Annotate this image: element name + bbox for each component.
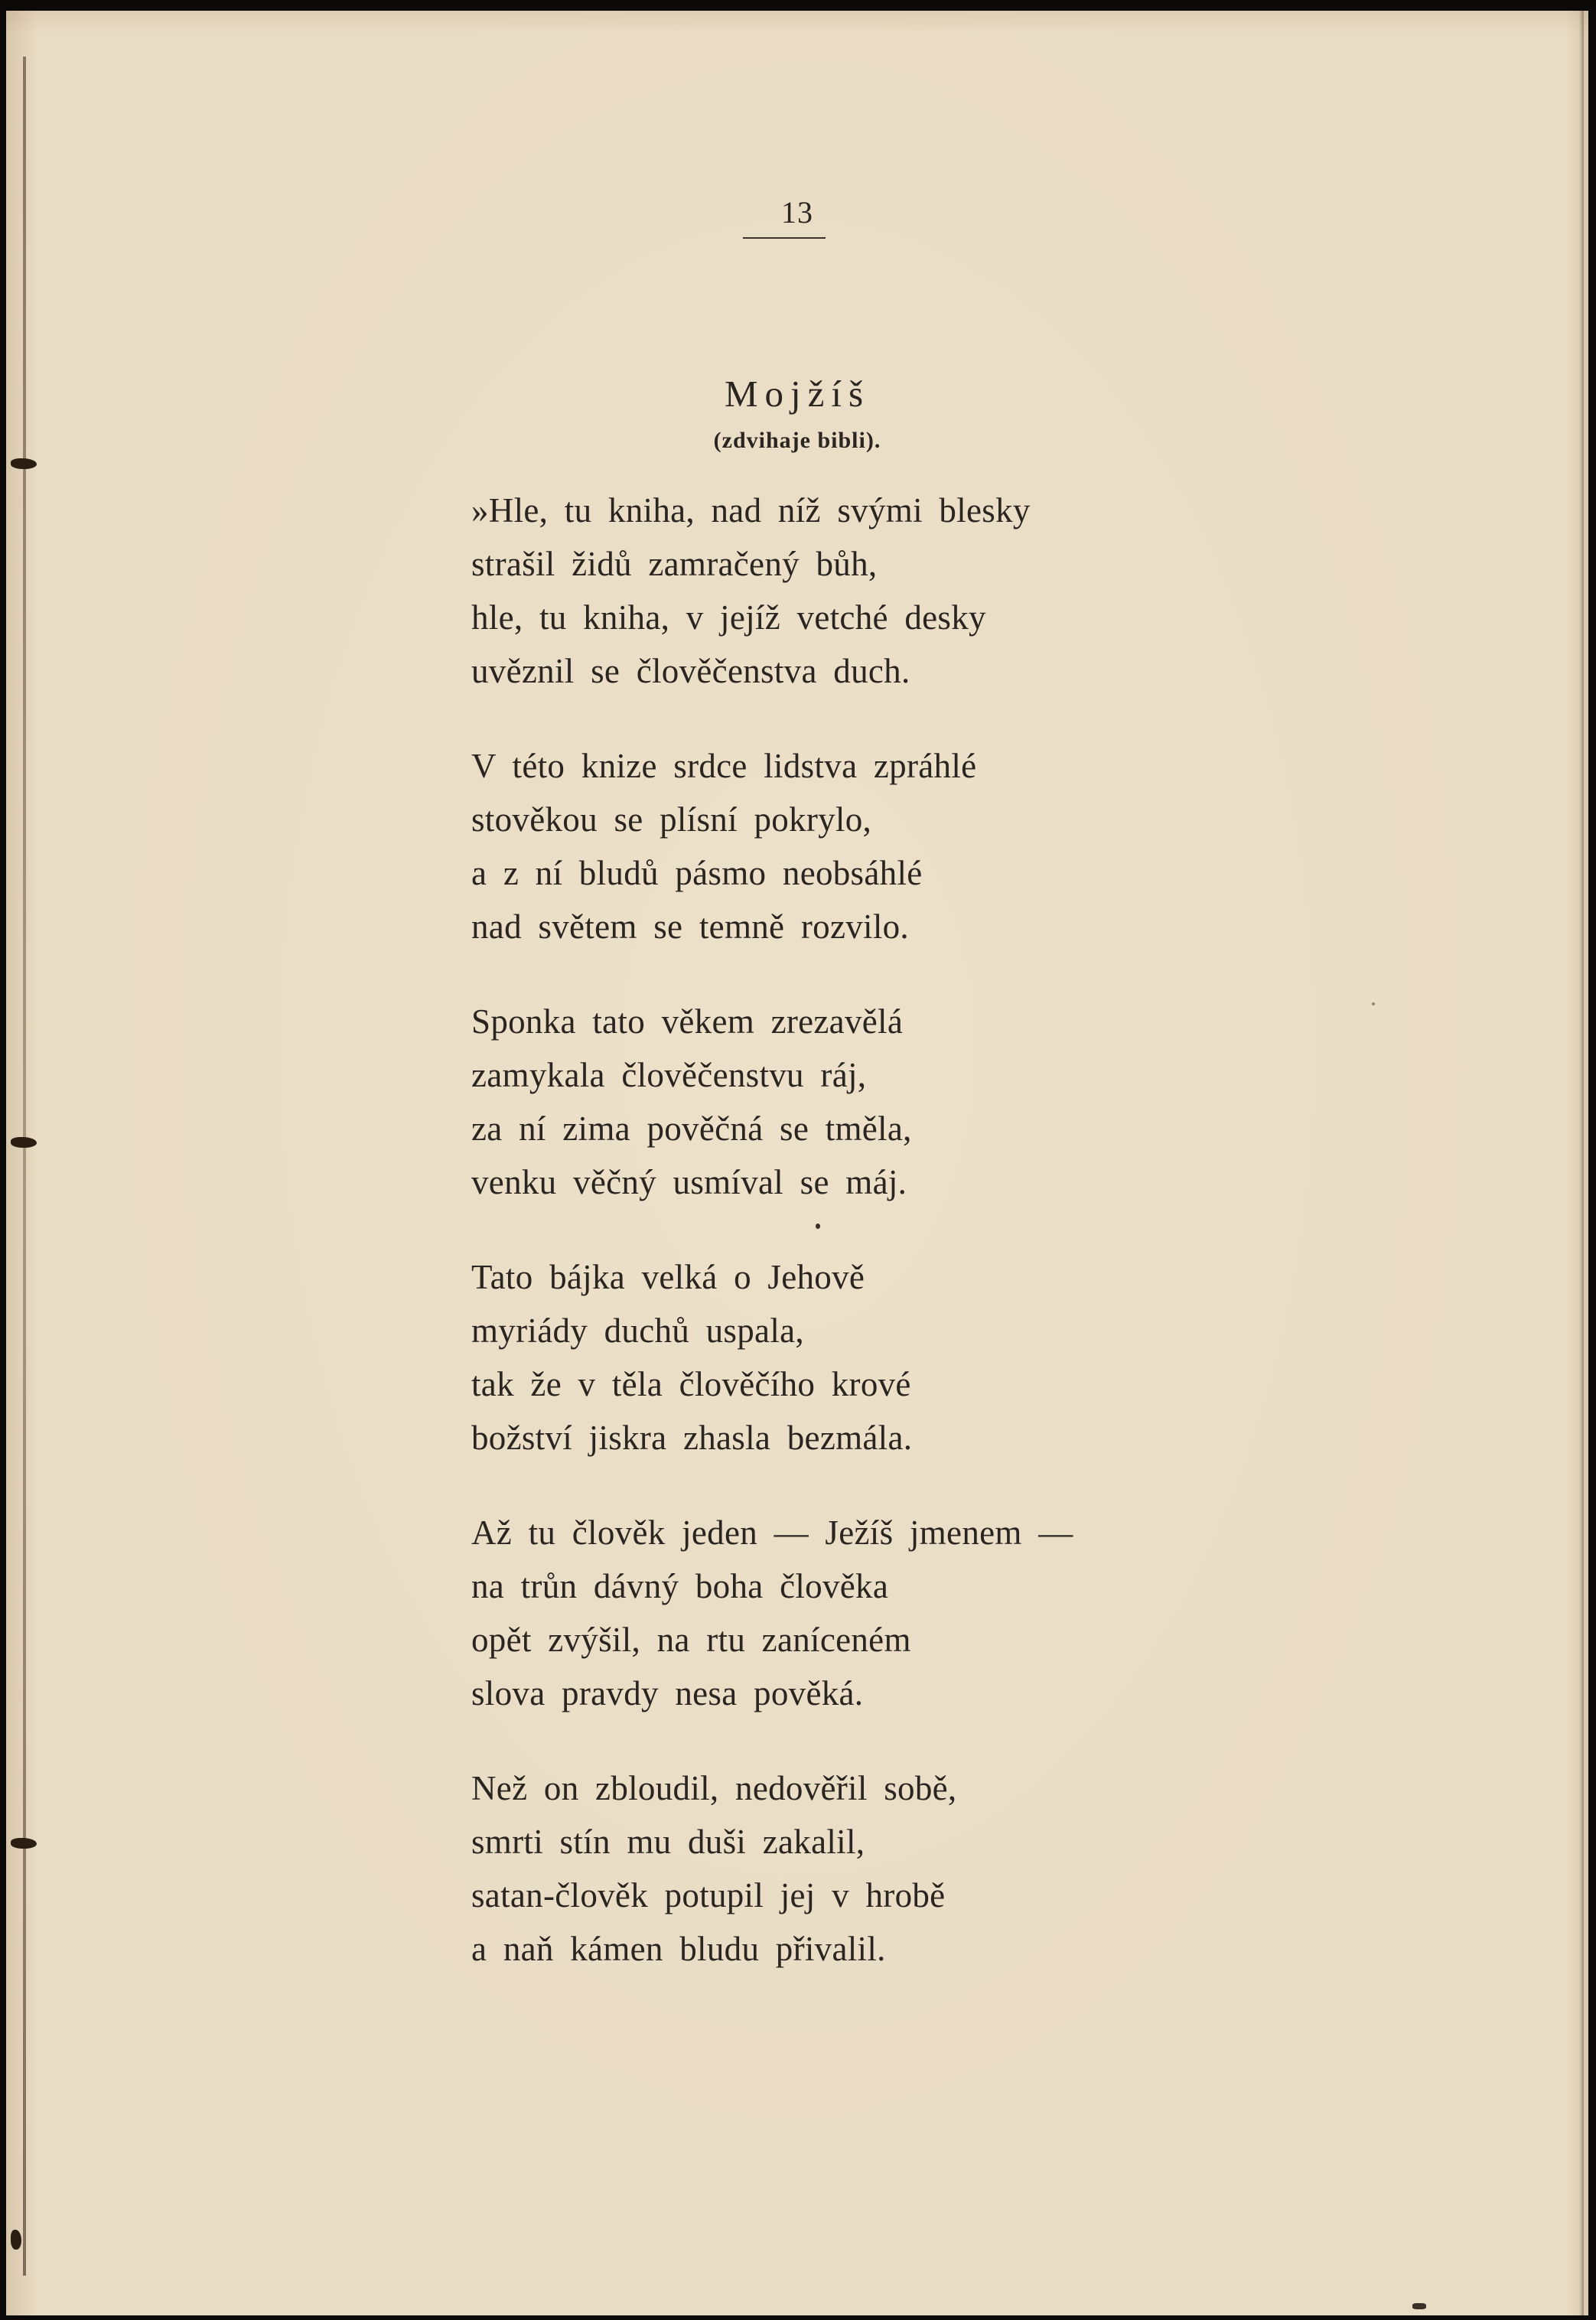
verse-line: stověkou se plísní pokrylo, (471, 800, 872, 839)
verse-line: zamykala člověčenstvu ráj, (471, 1056, 867, 1094)
page-number: 13 (781, 195, 813, 230)
verse-line: venku věčný usmíval se máj. (471, 1163, 907, 1201)
verse-line: Než on zbloudil, nedověřil sobě, (471, 1769, 957, 1807)
verse-line: smrti stín mu duši zakalil, (471, 1823, 865, 1861)
stanza (471, 1250, 1236, 1465)
stanza (471, 484, 1236, 698)
verse-line: slova pravdy nesa pověká. (471, 1674, 864, 1712)
verse-line: a z ní bludů pásmo neobsáhlé (471, 854, 923, 892)
verse-line: Sponka tato věkem zrezavělá (471, 1002, 904, 1041)
poem-subtitle: (zdvihaje bibli). (713, 428, 881, 453)
verse-line: »Hle, tu kniha, nad níž svými blesky (471, 491, 1031, 529)
verse-line: satan-člověk potupil jej v hrobě (471, 1876, 946, 1914)
ink-speck (816, 1224, 820, 1229)
verse-line: na trůn dávný boha člověka (471, 1567, 889, 1605)
verse-line: božství jiskra zhasla bezmála. (471, 1419, 913, 1457)
stanza (471, 739, 1236, 953)
verse-line: nad světem se temně rozvilo. (471, 907, 909, 946)
poem-title: Mojžíš (724, 373, 871, 415)
verse-line: Až tu člověk jeden — Ježíš jmenem — (471, 1514, 1073, 1552)
binding-stitch (11, 1838, 37, 1849)
page-number-rule (743, 237, 826, 239)
verse-line: a naň kámen bludu přivalil. (471, 1930, 886, 1968)
verse-line: V této knize srdce lidstva zpráhlé (471, 747, 977, 785)
binding-stitch (11, 458, 37, 469)
verse-line: tak že v těla člověčího krové (471, 1365, 911, 1403)
ink-speck (1412, 2303, 1426, 2309)
binding-stitch (11, 2230, 21, 2250)
binding-stitch (11, 1137, 37, 1148)
stanza (471, 1506, 1236, 1720)
poem-body (471, 484, 1236, 2017)
page-edge-shadow (1579, 11, 1584, 2315)
verse-line: uvěznil se člověčenstva duch. (471, 652, 910, 690)
verse-line: strašil židů zamračený bůh, (471, 545, 878, 583)
verse-line: myriády duchů uspala, (471, 1312, 804, 1350)
verse-line: hle, tu kniha, v jejíž vetché desky (471, 598, 986, 637)
verse-line: opět zvýšil, na rtu zaníceném (471, 1621, 911, 1659)
stanza (471, 995, 1236, 1209)
ink-speck (1372, 1002, 1375, 1005)
verse-line: za ní zima pověčná se tměla, (471, 1109, 912, 1148)
book-page (6, 11, 1588, 2315)
stanza (471, 1761, 1236, 1976)
verse-line: Tato bájka velká o Jehově (471, 1258, 865, 1296)
